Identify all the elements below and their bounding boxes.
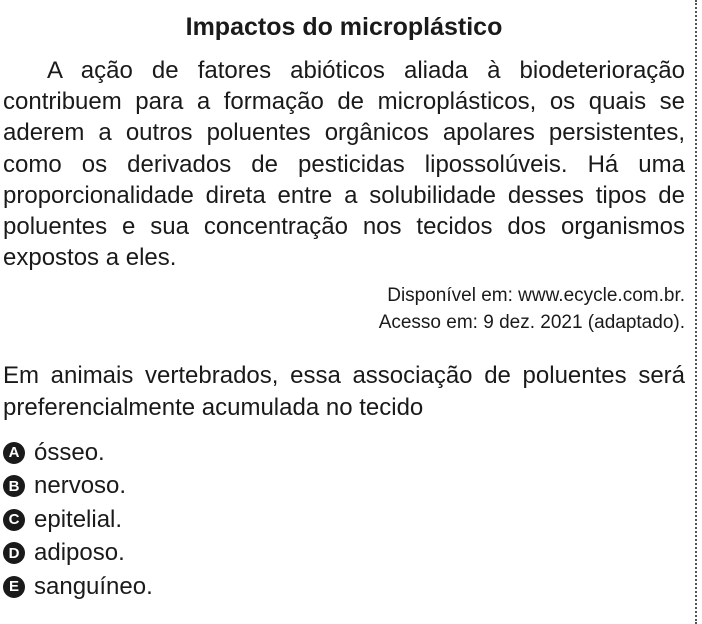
option-b[interactable] [3, 470, 153, 504]
option-d-text: adiposo. [34, 539, 125, 567]
option-a-letter-badge: A [3, 442, 25, 464]
source-line-access-date: Acesso em: 9 dez. 2021 (adaptado). [378, 312, 685, 333]
option-b-text: nervoso. [34, 472, 127, 500]
option-a-text: ósseo. [34, 438, 105, 466]
option-a[interactable] [3, 436, 153, 470]
option-e-letter-badge: E [3, 576, 25, 598]
answer-options [3, 436, 153, 604]
passage-title: Impactos do microplástico [185, 13, 503, 41]
passage-text: A ação de fatores abióticos aliada à biodeterioração contribuem para a formação de microplásticos, os quais se aderem a outros poluentes orgânicos apolares persistentes, como os derivados de pesticidas lipossolúveis. Há uma proporcionalidade direta entre a solubilidade desses tipos de poluentes e sua concentração nos tecidos dos organismos expostos a eles. [3, 57, 685, 272]
column-divider-dotted [695, 0, 697, 624]
option-c[interactable] [3, 503, 153, 537]
source-citation [379, 282, 685, 336]
option-c-text: epitelial. [34, 505, 123, 533]
option-e[interactable] [3, 570, 153, 604]
option-e-text: sanguíneo. [34, 572, 153, 600]
option-d-letter-badge: D [3, 542, 25, 564]
source-line-availability: Disponível em: www.ecycle.com.br. [387, 285, 685, 306]
option-d[interactable] [3, 537, 153, 571]
question-stem: Em animais vertebrados, essa associação de poluentes será preferencialmente acumulada no tecido [3, 362, 685, 421]
option-b-letter-badge: B [3, 475, 25, 497]
option-c-letter-badge: C [3, 509, 25, 531]
